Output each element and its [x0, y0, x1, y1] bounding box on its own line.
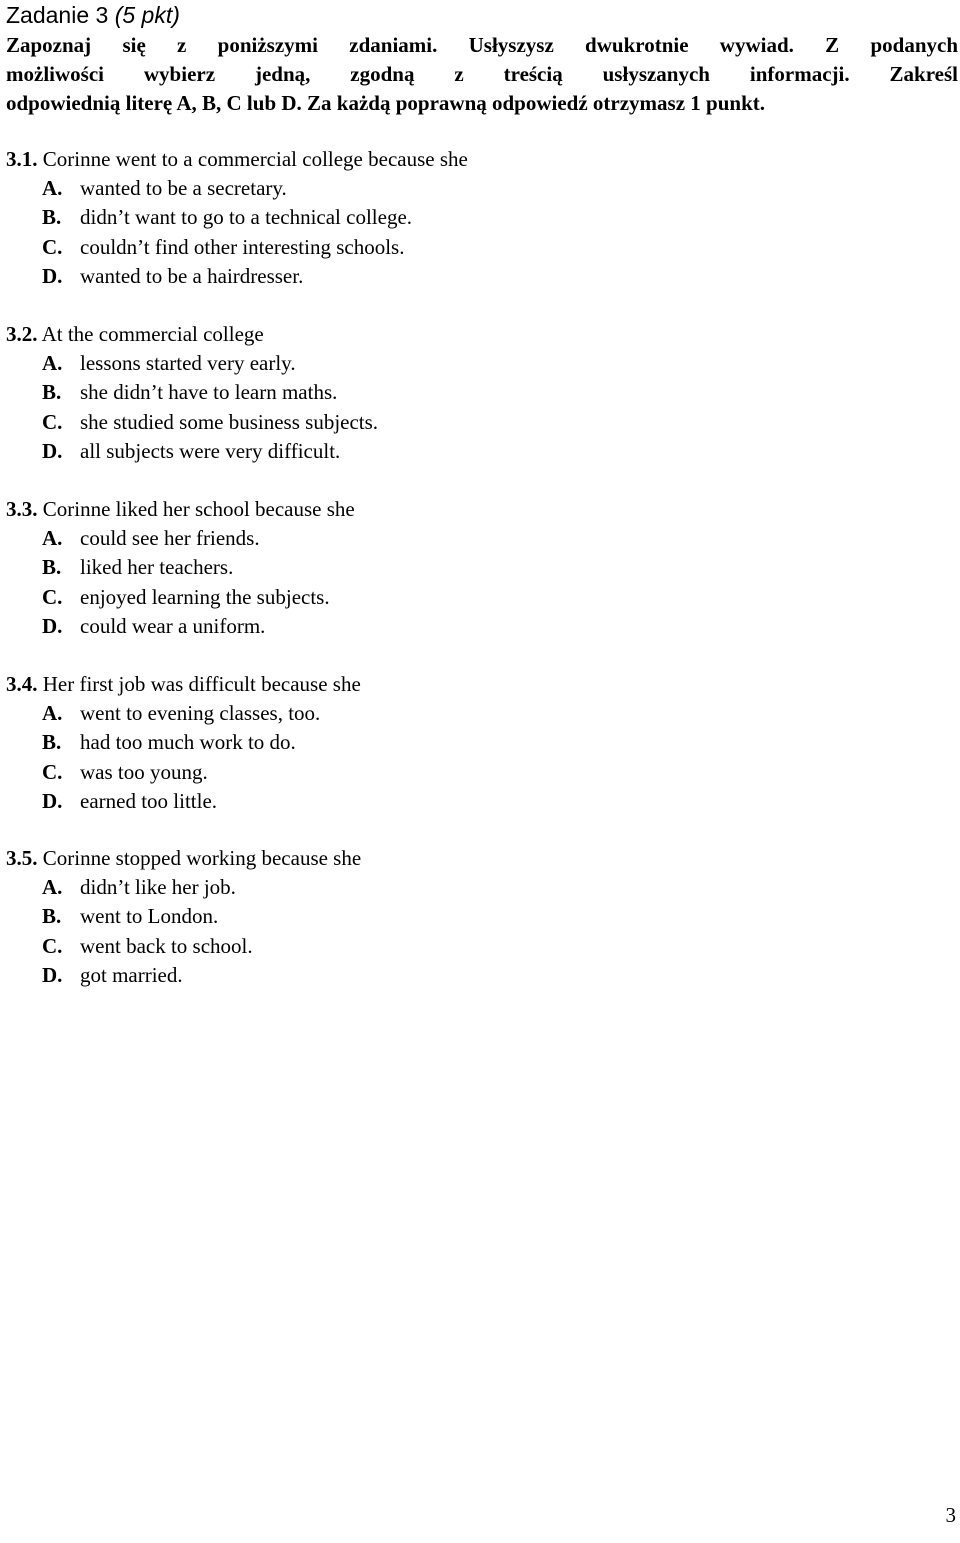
- answer-option-d[interactable]: [6, 612, 355, 641]
- option-letter: A.: [42, 526, 63, 551]
- option-letter: C.: [42, 759, 63, 784]
- instructions-line-1: Zapoznaj się z poniższymi zdaniami. Usłyszysz dwukrotnie wywiad. Z podanych: [6, 33, 958, 57]
- question-number: 3.1.: [6, 147, 38, 171]
- answer-option-b[interactable]: [6, 728, 361, 757]
- answer-option-d[interactable]: [6, 787, 361, 816]
- option-letter: D.: [42, 613, 63, 638]
- option-letter: D.: [42, 788, 63, 813]
- task-instructions: [6, 31, 958, 119]
- option-text: went to London.: [80, 904, 219, 929]
- option-letter: A.: [42, 701, 63, 726]
- option-text: went to evening classes, too.: [80, 701, 321, 726]
- answer-option-d[interactable]: [6, 961, 361, 990]
- option-letter: B.: [42, 730, 62, 755]
- option-text: couldn’t find other interesting schools.: [80, 234, 405, 259]
- answer-option-a[interactable]: [6, 524, 355, 553]
- question-3-3: [6, 495, 355, 641]
- option-text: enjoyed learning the subjects.: [80, 584, 330, 609]
- option-text: went back to school.: [80, 933, 253, 958]
- instructions-line-3: odpowiednią literę A, B, C lub D. Za każdą poprawną odpowiedź otrzymasz 1 punkt.: [6, 91, 766, 116]
- question-number: 3.3.: [6, 497, 38, 521]
- question-text: Her first job was difficult because she: [42, 672, 361, 696]
- question-3-1: [6, 145, 468, 291]
- option-letter: A.: [42, 351, 63, 376]
- answer-option-b[interactable]: [6, 902, 361, 931]
- answer-option-c[interactable]: [6, 233, 468, 262]
- answer-option-c[interactable]: [6, 583, 355, 612]
- option-text: wanted to be a secretary.: [80, 176, 287, 201]
- question-stem: [6, 844, 361, 873]
- page-number: 3: [945, 1503, 956, 1527]
- option-letter: C.: [42, 933, 63, 958]
- question-text: At the commercial college: [41, 322, 264, 346]
- question-stem: [6, 145, 468, 174]
- task-points: (5 pkt): [114, 2, 180, 28]
- question-stem: [6, 670, 361, 699]
- task-title-label: Zadanie 3: [6, 2, 109, 28]
- answer-option-b[interactable]: [6, 203, 468, 232]
- option-text: got married.: [80, 962, 183, 987]
- answer-option-a[interactable]: [6, 174, 468, 203]
- question-3-4: [6, 670, 361, 816]
- question-number: 3.4.: [6, 672, 38, 696]
- option-letter: D.: [42, 263, 63, 288]
- option-letter: D.: [42, 962, 63, 987]
- answer-option-d[interactable]: [6, 437, 340, 466]
- answer-option-a[interactable]: [6, 699, 361, 728]
- question-3-2: [6, 320, 379, 466]
- option-letter: B.: [42, 380, 62, 405]
- option-text: earned too little.: [80, 788, 218, 813]
- answer-option-d[interactable]: [6, 262, 468, 291]
- option-letter: B.: [42, 555, 62, 580]
- question-stem: [6, 495, 355, 524]
- question-text: Corinne stopped working because she: [42, 846, 362, 870]
- option-text: lessons started very early.: [80, 351, 296, 376]
- answer-option-b[interactable]: [6, 378, 340, 407]
- option-letter: A.: [42, 875, 63, 900]
- option-letter: B.: [42, 904, 62, 929]
- answer-option-c[interactable]: [6, 932, 361, 961]
- question-text: Corinne liked her school because she: [42, 497, 355, 521]
- option-letter: C.: [42, 409, 63, 434]
- answer-option-a[interactable]: [6, 349, 340, 378]
- option-text: could wear a uniform.: [80, 613, 266, 638]
- task-title: [6, 2, 180, 28]
- answer-option-c[interactable]: [6, 758, 361, 787]
- answer-option-a[interactable]: [6, 873, 361, 902]
- question-3-5: [6, 844, 361, 990]
- question-number: 3.5.: [6, 846, 38, 870]
- option-text: didn’t like her job.: [80, 875, 236, 900]
- option-text: she studied some business subjects.: [80, 409, 379, 434]
- option-text: could see her friends.: [80, 526, 260, 551]
- option-letter: D.: [42, 438, 63, 463]
- option-letter: C.: [42, 234, 63, 259]
- question-stem: [6, 320, 340, 349]
- option-text: was too young.: [80, 759, 208, 784]
- option-text: didn’t want to go to a technical college.: [80, 205, 413, 230]
- option-text: all subjects were very difficult.: [80, 438, 341, 463]
- option-text: liked her teachers.: [80, 555, 234, 580]
- question-text: Corinne went to a commercial college because she: [42, 147, 468, 171]
- answer-option-c[interactable]: [6, 408, 379, 437]
- option-text: had too much work to do.: [80, 730, 296, 755]
- option-letter: C.: [42, 584, 63, 609]
- option-letter: A.: [42, 176, 63, 201]
- option-text: wanted to be a hairdresser.: [80, 263, 304, 288]
- option-letter: B.: [42, 205, 62, 230]
- question-number: 3.2.: [6, 322, 38, 346]
- option-text: she didn’t have to learn maths.: [80, 380, 338, 405]
- instructions-line-2: możliwości wybierz jedną, zgodną z treścią usłyszanych informacji. Zakreśl: [6, 62, 958, 87]
- answer-option-b[interactable]: [6, 553, 355, 582]
